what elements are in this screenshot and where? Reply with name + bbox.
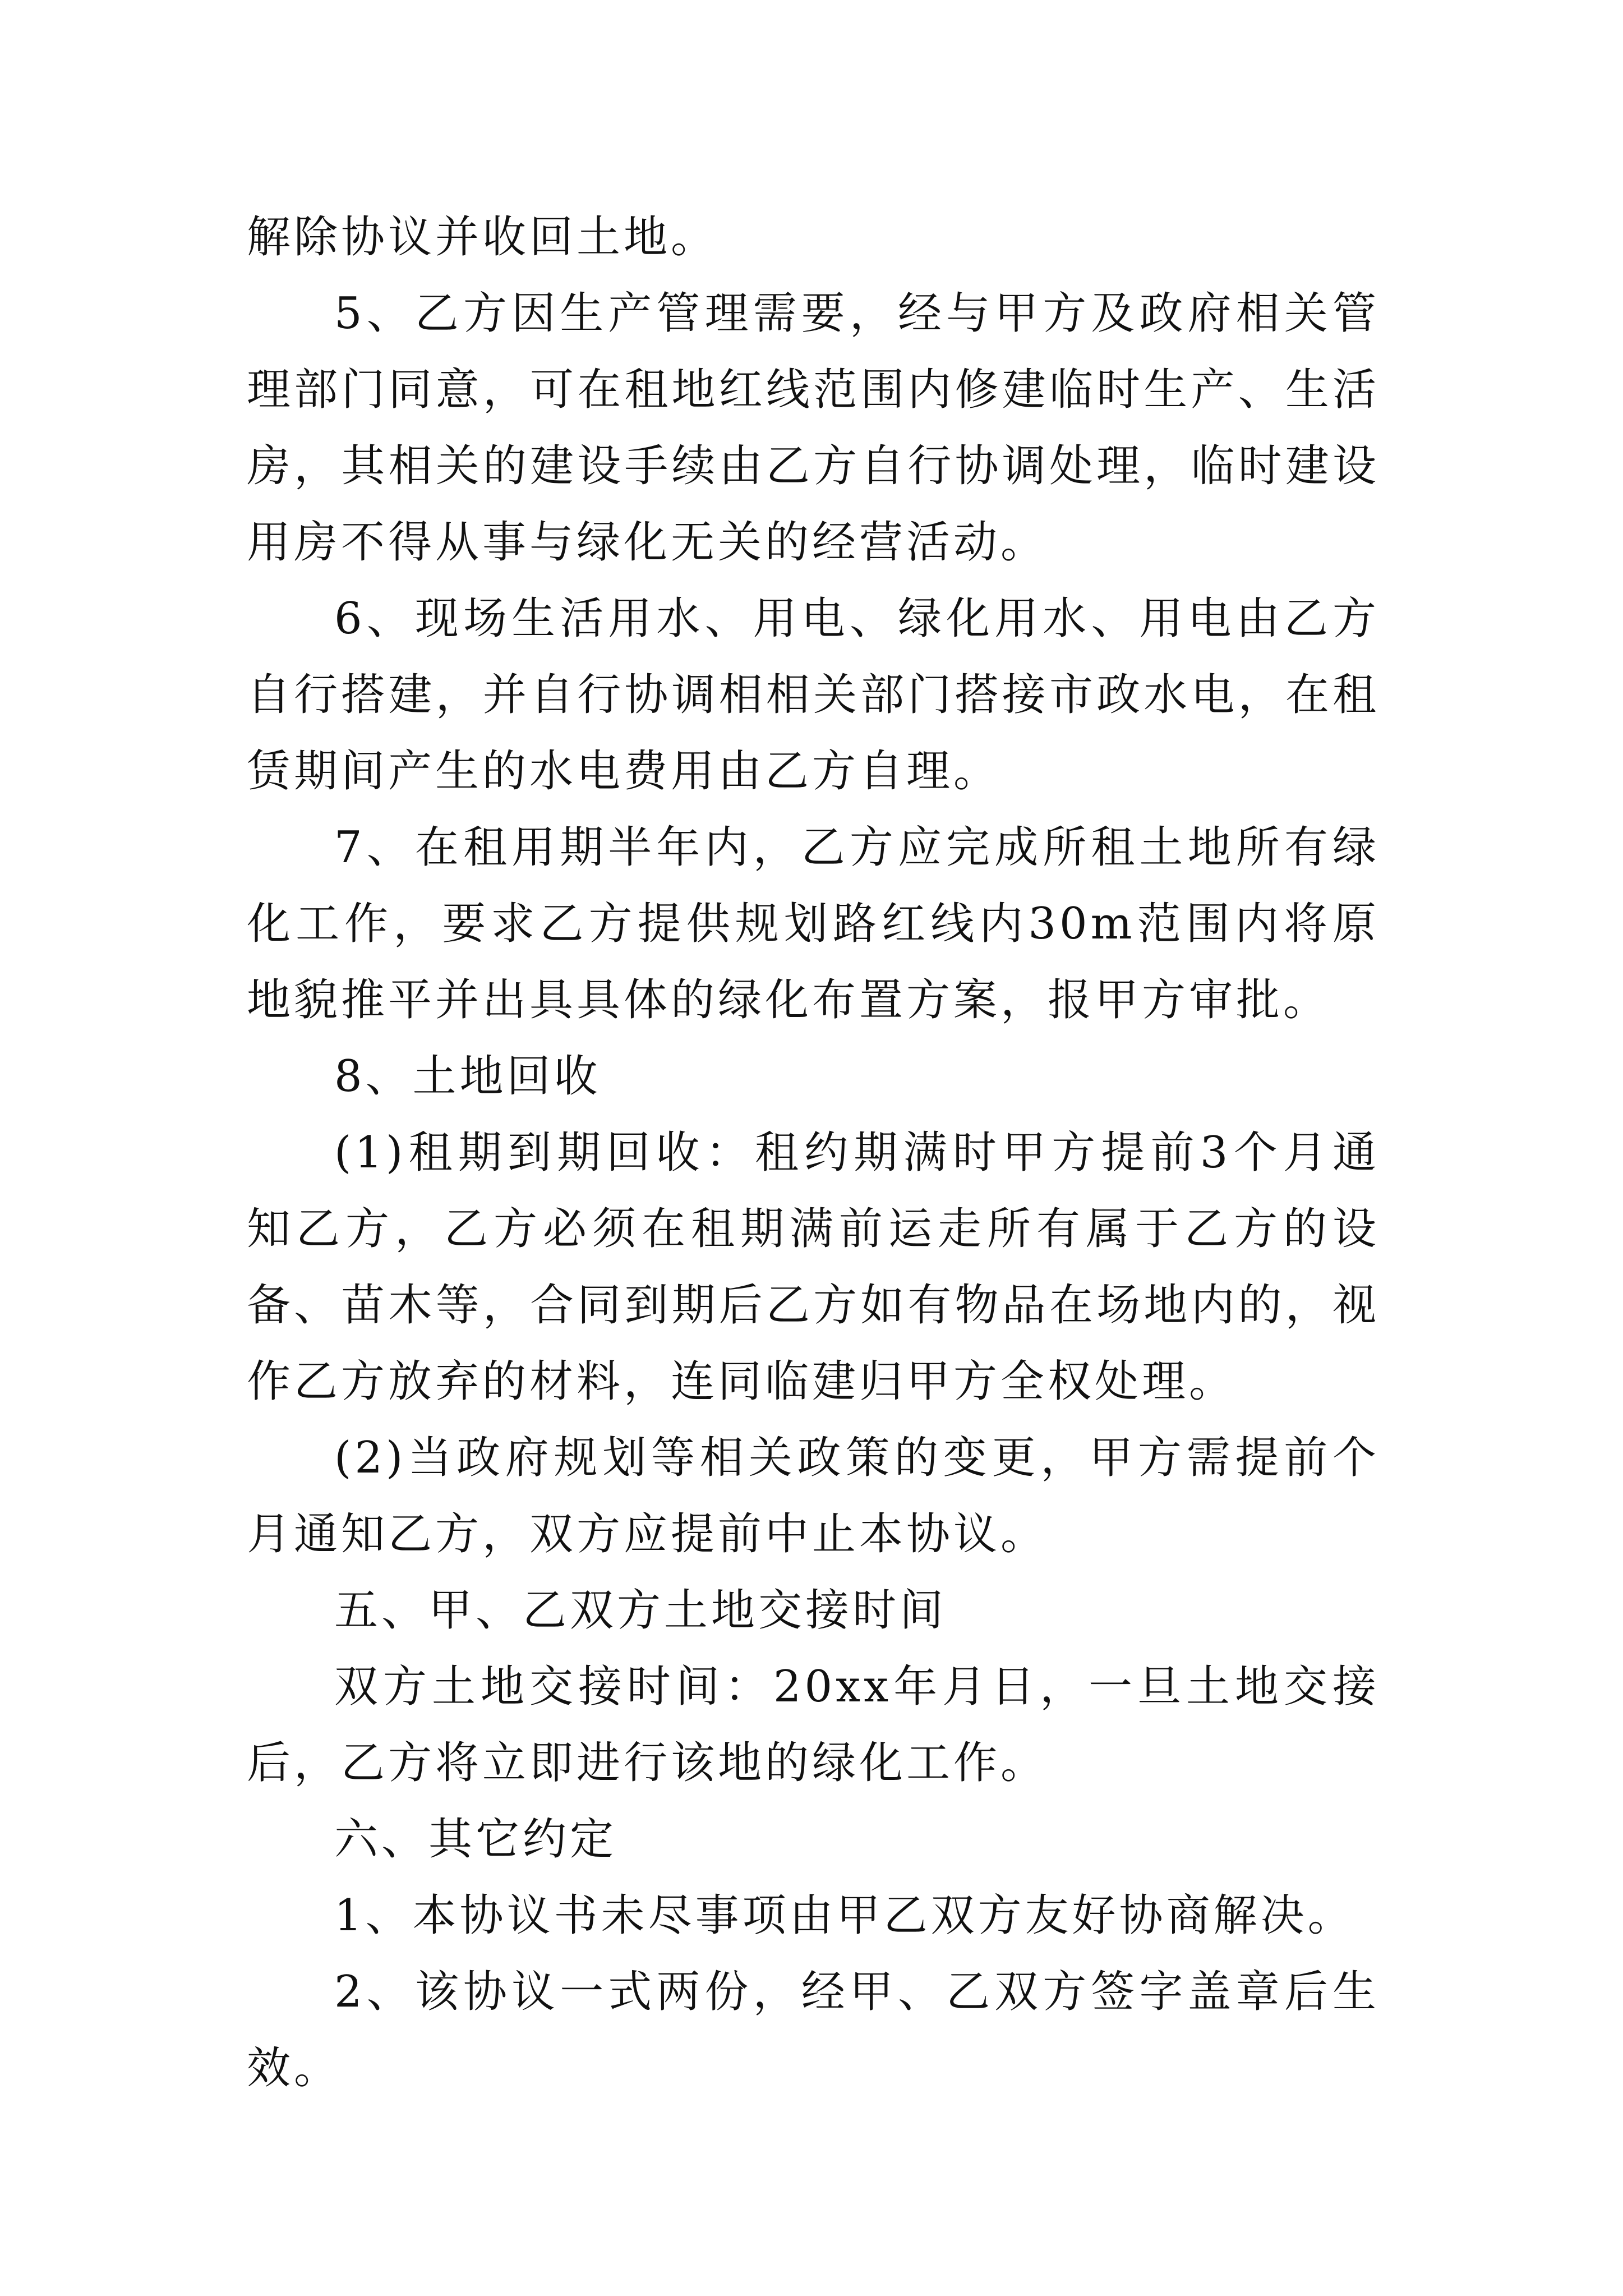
paragraph-clause-5: 5、乙方因生产管理需要，经与甲方及政府相关管理部门同意，可在租地红线范围内修建临时生产、生活房，其相关的建设手续由乙方自行协调处理，临时建设用房不得从事与绿化无关的经营活动。	[247, 288, 1380, 568]
paragraph-handover-time: 双方土地交接时间：20xx年月日，一旦土地交接后，乙方将立即进行该地的绿化工作。	[247, 1662, 1380, 1788]
section-heading-5: 五、甲、乙双方土地交接时间	[334, 1585, 947, 1636]
paragraph-clause-8-heading: 8、土地回收	[334, 1051, 601, 1102]
paragraph-clause-7: 7、在租用期半年内，乙方应完成所租土地所有绿化工作，要求乙方提供规划路红线内30m范围内将原地貌推平并出具具体的绿化布置方案，报甲方审批。	[247, 822, 1380, 1025]
paragraph-termination: 解除协议并收回土地。	[247, 212, 718, 263]
paragraph-other-1: 1、本协议书未尽事项由甲乙双方友好协商解决。	[334, 1890, 1355, 1941]
section-heading-6: 六、其它约定	[334, 1814, 617, 1865]
paragraph-other-2: 2、该协议一式两份，经甲、乙双方签字盖章后生效。	[247, 1967, 1380, 2093]
paragraph-clause-8-1: (1)租期到期回收：租约期满时甲方提前3个月通知乙方，乙方必须在租期满前运走所有属于乙方的设备、苗木等，合同到期后乙方如有物品在场地内的，视作乙方放弃的材料，连同临建归甲方全权处理。	[247, 1128, 1380, 1407]
paragraph-clause-6: 6、现场生活用水、用电、绿化用水、用电由乙方自行搭建，并自行协调相相关部门搭接市政水电，在租赁期间产生的水电费用由乙方自理。	[247, 593, 1380, 797]
paragraph-clause-8-2: (2)当政府规划等相关政策的变更，甲方需提前个月通知乙方，双方应提前中止本协议。	[247, 1433, 1380, 1559]
document-body	[247, 199, 1380, 2106]
